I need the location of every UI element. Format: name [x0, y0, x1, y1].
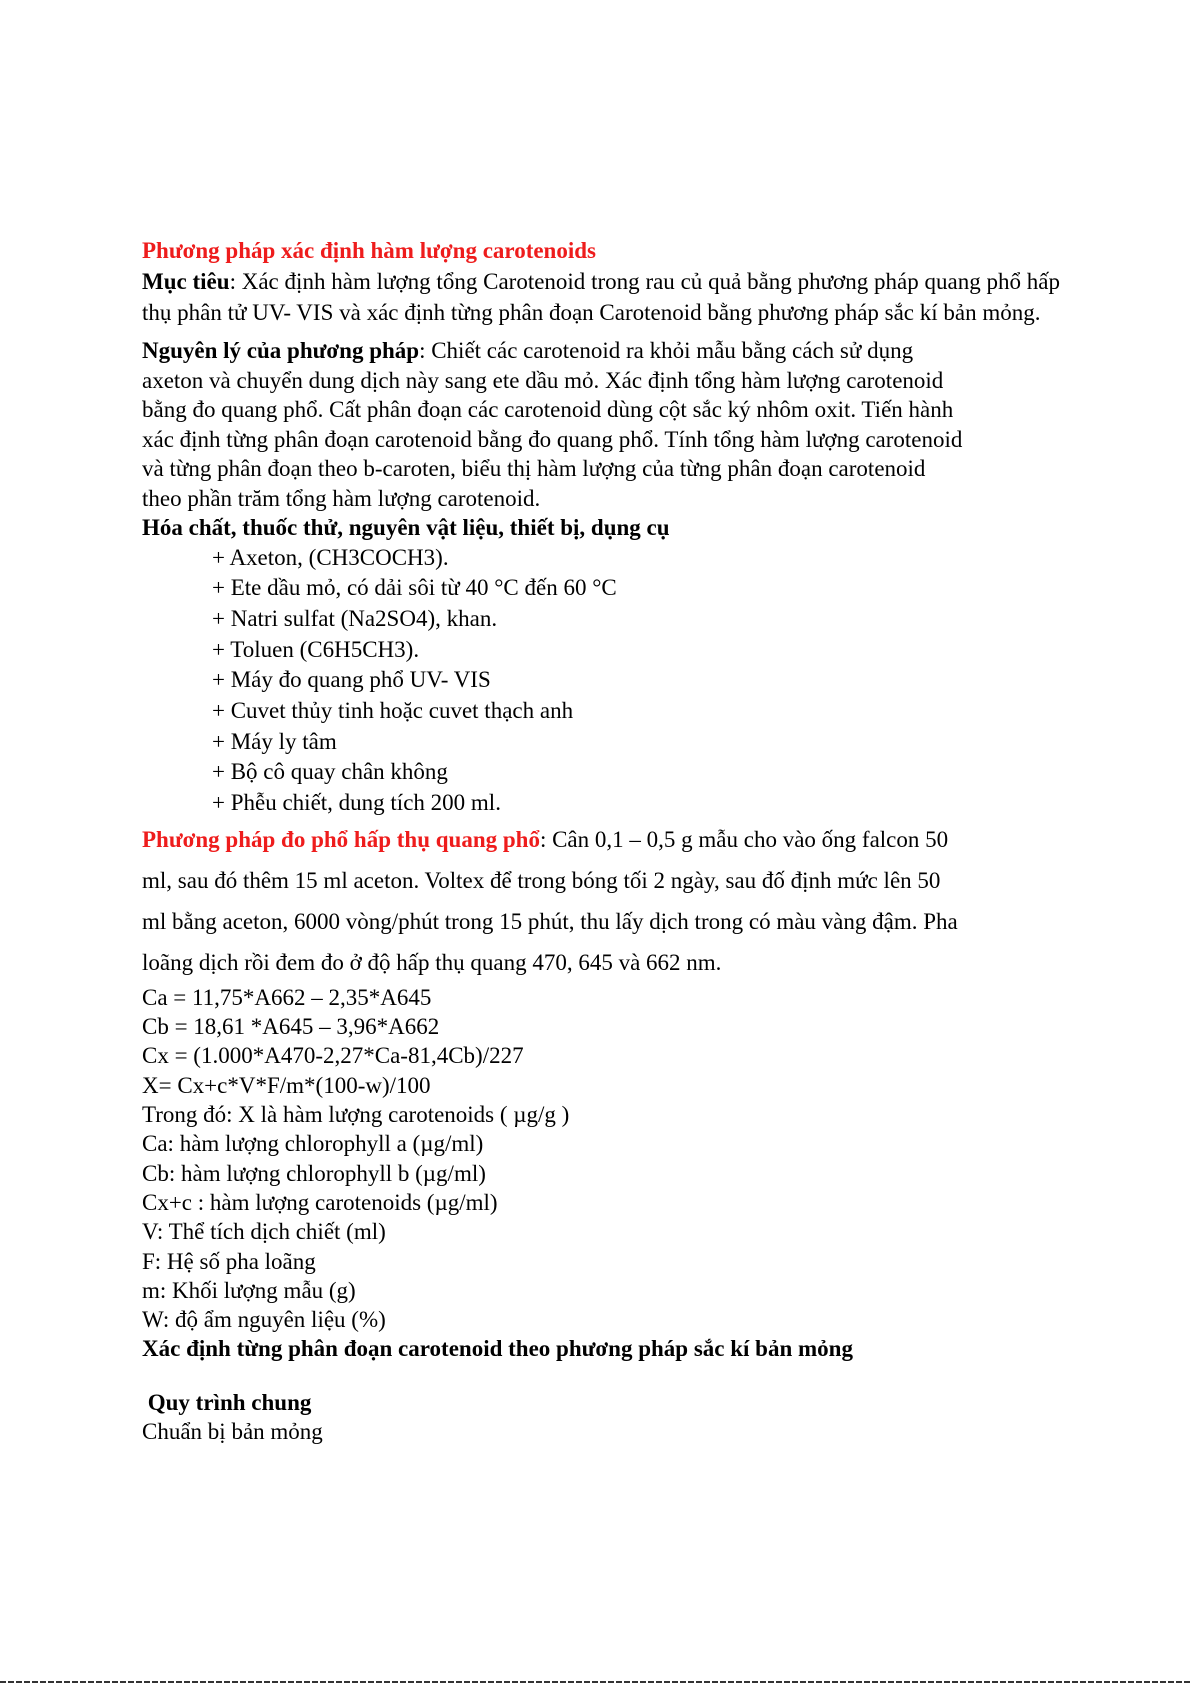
objective-text: : Xác định hàm lượng tổng Carotenoid trong rau củ quả bằng phương pháp quang phổ hấp thụ phân tử UV- VIS và xác định từng phân đoạn Carotenoid bằng phương pháp sắc kí bản mỏng.: [142, 269, 1061, 325]
measurement-line: ml bằng aceton, 6000 vòng/phút trong 15 phút, thu lấy dịch trong có màu vàng đậm. Pha: [142, 908, 958, 934]
document-body: [142, 236, 1060, 1446]
formula-line: Cb = 18,61 *A645 – 3,96*A662: [142, 1014, 440, 1040]
formula-line: X= Cx+c*V*F/m*(100-w)/100: [142, 1072, 431, 1098]
list-item: + Phễu chiết, dung tích 200 ml.: [212, 790, 501, 816]
principle-line: axeton và chuyển dung dịch này sang ete dầu mỏ. Xác định tổng hàm lượng carotenoid: [142, 367, 944, 393]
principle-line: bằng đo quang phổ. Cất phân đoạn các carotenoid dùng cột sắc ký nhôm oxit. Tiến hành: [142, 397, 954, 422]
tlc-heading: Xác định từng phân đoạn carotenoid theo phương pháp sắc kí bản mỏng: [142, 1336, 853, 1362]
formula-line: V: Thể tích dịch chiết (ml): [142, 1219, 386, 1245]
formula-line: Ca = 11,75*A662 – 2,35*A645: [142, 984, 432, 1010]
procedure-step: Chuẩn bị bản mỏng: [142, 1418, 323, 1444]
formula-line: Cb: hàm lượng chlorophyll b (µg/ml): [142, 1160, 486, 1186]
principle-line: Nguyên lý của phương pháp: Chiết các carotenoid ra khỏi mẫu bằng cách sử dụng: [142, 338, 914, 363]
objective-label: Mục tiêu: [142, 269, 230, 294]
list-item: + Ete dầu mỏ, có dải sôi từ 40 °C đến 60 °C: [212, 575, 617, 601]
list-item: + Máy đo quang phổ UV- VIS: [212, 667, 491, 693]
formula-line: F: Hệ số pha loãng: [142, 1248, 316, 1274]
formula-line: Ca: hàm lượng chlorophyll a (µg/ml): [142, 1131, 484, 1157]
page-title: Phương pháp xác định hàm lượng carotenoids: [142, 238, 596, 263]
principle-line: theo phần trăm tổng hàm lượng carotenoid.: [142, 485, 541, 511]
page-bottom-divider: [0, 1681, 1191, 1683]
list-item: + Cuvet thủy tinh hoặc cuvet thạch anh: [212, 698, 574, 724]
formula-line: Cx+c : hàm lượng carotenoids (µg/ml): [142, 1189, 498, 1215]
formula-block: [142, 983, 1060, 1335]
principle-line: xác định từng phân đoạn carotenoid bằng đo quang phổ. Tính tổng hàm lượng carotenoid: [142, 426, 963, 452]
measurement-paragraph: [142, 819, 1060, 983]
objective-paragraph: [142, 266, 1060, 328]
measurement-label: Phương pháp đo phổ hấp thụ quang phổ: [142, 826, 540, 852]
formula-line: W: độ ẩm nguyên liệu (%): [142, 1307, 386, 1333]
formula-line: Trong đó: X là hàm lượng carotenoids ( µg/g ): [142, 1102, 570, 1128]
principle-line: và từng phân đoạn theo b-caroten, biểu thị hàm lượng của từng phân đoạn carotenoid: [142, 456, 926, 481]
principle-label: Nguyên lý của phương pháp: [142, 338, 420, 363]
materials-list: [142, 543, 1060, 819]
measurement-line: ml, sau đó thêm 15 ml aceton. Voltex để trong bóng tối 2 ngày, sau đố định mức lên 50: [142, 867, 941, 893]
list-item: + Máy ly tâm: [212, 728, 337, 754]
list-item: + Axeton, (CH3COCH3).: [212, 544, 449, 570]
materials-heading: Hóa chất, thuốc thử, nguyên vật liệu, thiết bị, dụng cụ: [142, 515, 670, 540]
list-item: + Bộ cô quay chân không: [212, 759, 448, 785]
measurement-line: loãng dịch rồi đem đo ở độ hấp thụ quang 470, 645 và 662 nm.: [142, 949, 722, 975]
formula-line: m: Khối lượng mẫu (g): [142, 1277, 356, 1303]
procedure-heading: Quy trình chung: [142, 1389, 312, 1415]
measurement-line: Phương pháp đo phổ hấp thụ quang phổ: Cân 0,1 – 0,5 g mẫu cho vào ống falcon 50: [142, 826, 949, 852]
formula-line: Cx = (1.000*A470-2,27*Ca-81,4Cb)/227: [142, 1043, 524, 1069]
list-item: + Toluen (C6H5CH3).: [212, 636, 420, 662]
list-item: + Natri sulfat (Na2SO4), khan.: [212, 605, 498, 631]
principle-paragraph: [142, 336, 1060, 513]
